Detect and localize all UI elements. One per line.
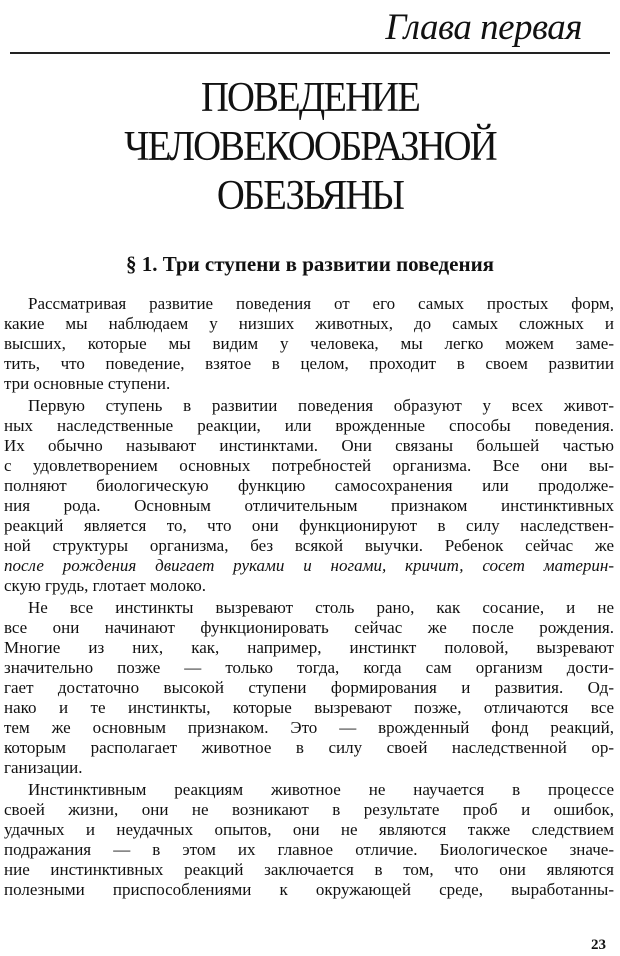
paragraph <box>4 598 614 778</box>
page-number: 23 <box>591 937 606 953</box>
text-line: ных наследственные реакции, или врожденные способы поведения. <box>4 416 614 435</box>
chapter-title <box>25 74 595 221</box>
text-line: высших, которые мы видим у человека, мы легко можем заме- <box>4 334 614 353</box>
text-line: тить, что поведение, взятое в целом, проходит в своем развитии <box>4 354 614 373</box>
chapter-header <box>10 4 610 54</box>
paragraph <box>4 294 614 394</box>
text-line: Не все инстинкты вызревают столь рано, как сосание, и не <box>28 598 614 617</box>
text-line: Многие из них, как, например, инстинкт половой, вызревают <box>4 638 614 657</box>
section-heading: § 1. Три ступени в развитии поведения <box>125 252 495 276</box>
text-line: три основные ступени. <box>4 374 171 393</box>
text-line: своей жизни, они не возникают в результате проб и ошибок, <box>4 800 614 819</box>
text-line: после рождения двигает руками и ногами, кричит, сосет материн- <box>4 556 614 575</box>
text-line: удачных и неудачных опытов, они не являются также следствием <box>4 820 614 839</box>
text-line: тем же основным признаком. Это — врожденный фонд реакций, <box>4 718 614 737</box>
text-line: с удовлетворением основных потребностей организма. Все они вы- <box>4 456 614 475</box>
paragraph <box>4 780 614 900</box>
text-line: ние инстинктивных реакций заключается в том, что они являются <box>4 860 614 879</box>
text-line: Рассматривая развитие поведения от его самых простых форм, <box>28 294 614 313</box>
text-line: все они начинают функционировать сейчас же после рождения. <box>4 618 614 637</box>
body-text <box>4 294 614 900</box>
text-line: ной структуры организма, без всякой выучки. Ребенок сейчас же <box>4 536 614 555</box>
text-line: какие мы наблюдаем у низших животных, до самых сложных и <box>4 314 614 333</box>
text-line: нако и те инстинкты, которые вызревают позже, отличаются все <box>4 698 614 717</box>
text-line: скую грудь, глотает молоко. <box>4 576 207 595</box>
text-line: подражания — в этом их главное отличие. Биологическое значе- <box>4 840 614 859</box>
chapter-title-line: ЧЕЛОВЕКООБРАЗНОЙ <box>124 124 496 170</box>
chapter-title-line: ОБЕЗЬЯНЫ <box>216 173 404 219</box>
text-line: Их обычно называют инстинктами. Они связаны большей частью <box>4 436 614 455</box>
text-line: полезными приспособлениями к окружающей среде, выработанны- <box>4 880 614 899</box>
text-line: которым располагает животное в силу своей наследственной ор- <box>4 738 614 757</box>
paragraph <box>4 396 614 596</box>
text-line: гает достаточно высокой ступени формирования и развития. Од- <box>4 678 614 697</box>
chapter-title-line: ПОВЕДЕНИЕ <box>200 75 419 121</box>
text-line: полняют биологическую функцию самосохранения или продолже- <box>4 476 614 495</box>
chapter-label: Глава первая <box>385 7 582 48</box>
text-line: Инстинктивным реакциям животное не научается в процессе <box>28 780 614 799</box>
text-line: реакций является то, что они функционируют в силу наследствен- <box>4 516 614 535</box>
text-line: ганизации. <box>4 758 83 777</box>
text-line: значительно позже — только тогда, когда сам организм дости- <box>4 658 614 677</box>
text-line: Первую ступень в развитии поведения образуют у всех живот- <box>28 396 614 415</box>
text-line: ния рода. Основным отличительным признаком инстинктивных <box>4 496 614 515</box>
